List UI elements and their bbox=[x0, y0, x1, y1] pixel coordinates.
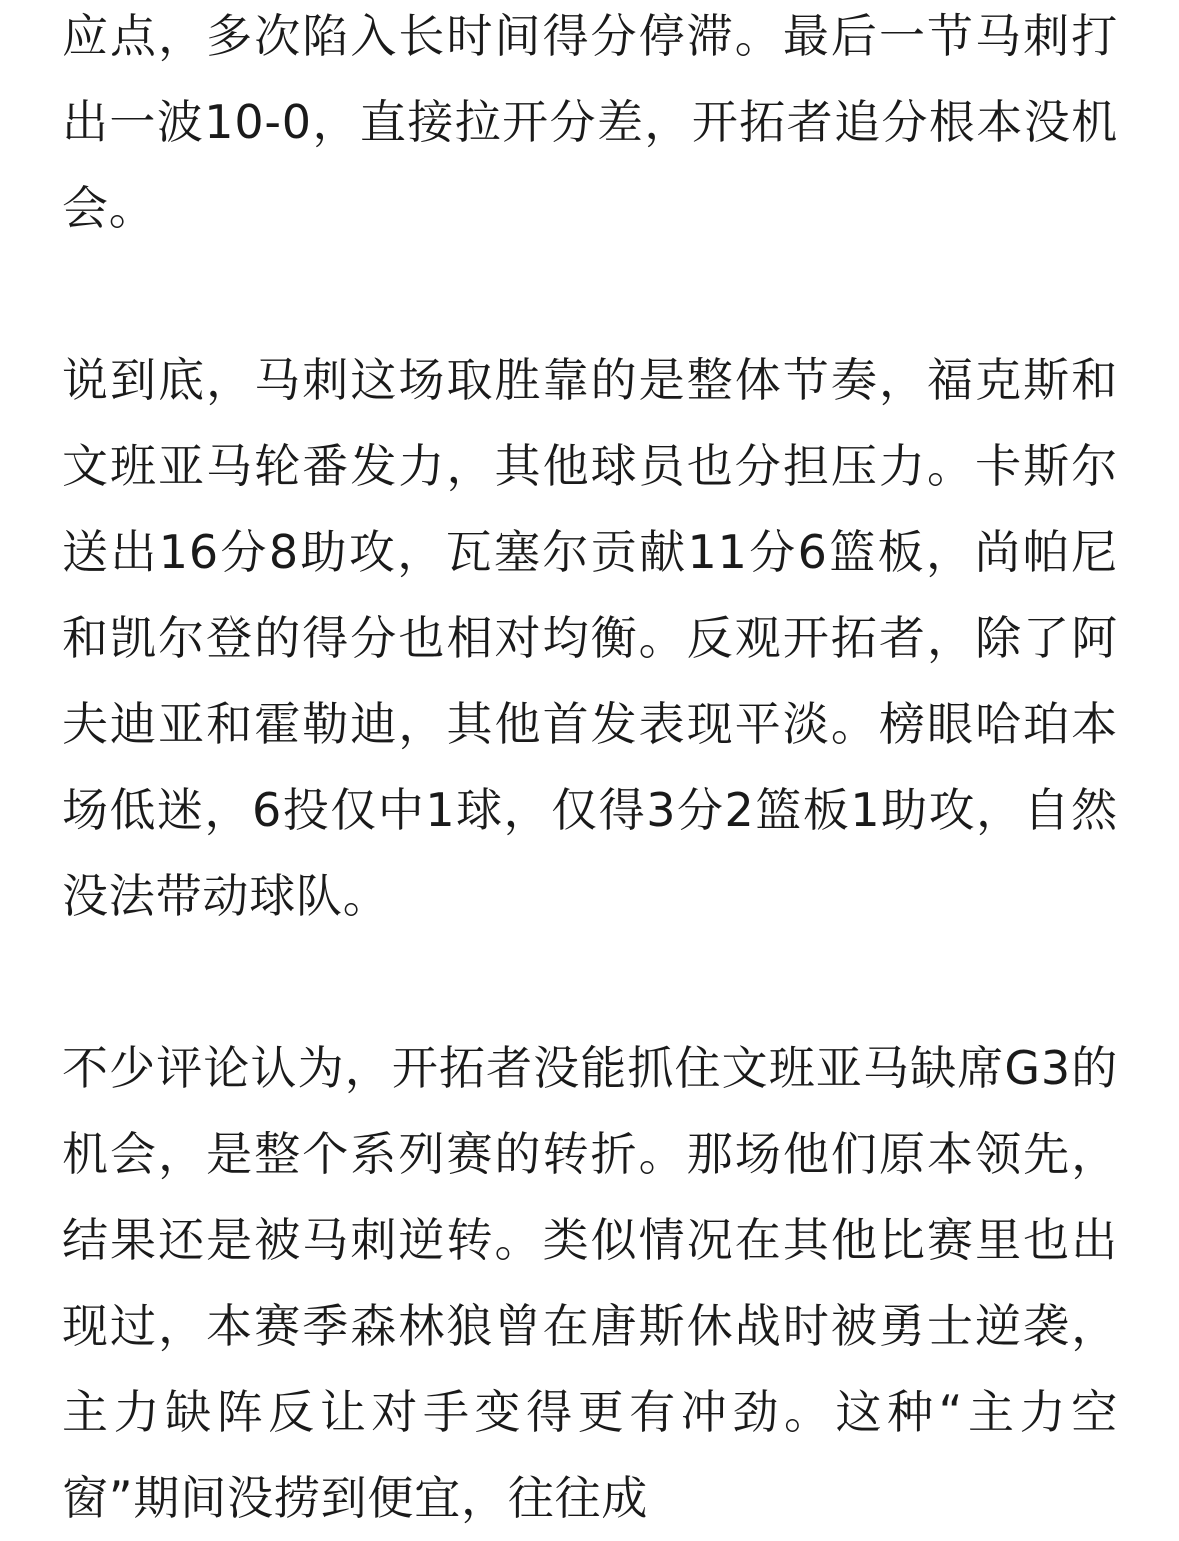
article-paragraph: 应点，多次陷入长时间得分停滞。最后一节马刺打出一波10-0，直接拉开分差，开拓者追分根本没机会。 bbox=[62, 9, 1118, 235]
article-paragraph: 说到底，马刺这场取胜靠的是整体节奏，福克斯和文班亚马轮番发力，其他球员也分担压力。卡斯尔送出16分8助攻，瓦塞尔贡献11分6篮板，尚帕尼和凯尔登的得分也相对均衡。反观开拓者，除了阿夫迪亚和霍勒迪，其他首发表现平淡。榜眼哈珀本场低迷，6投仅中1球，仅得3分2篮板1助攻，自然没法带动球队。 bbox=[62, 353, 1118, 923]
article-paragraph: 不少评论认为，开拓者没能抓住文班亚马缺席G3的机会，是整个系列赛的转折。那场他们原本领先，结果还是被马刺逆转。类似情况在其他比赛里也出现过，本赛季森林狼曾在唐斯休战时被勇士逆袭，主力缺阵反让对手变得更有冲劲。这种“主力空窗”期间没捞到便宜，往往成 bbox=[62, 1041, 1118, 1525]
article-body bbox=[62, 0, 1118, 1541]
